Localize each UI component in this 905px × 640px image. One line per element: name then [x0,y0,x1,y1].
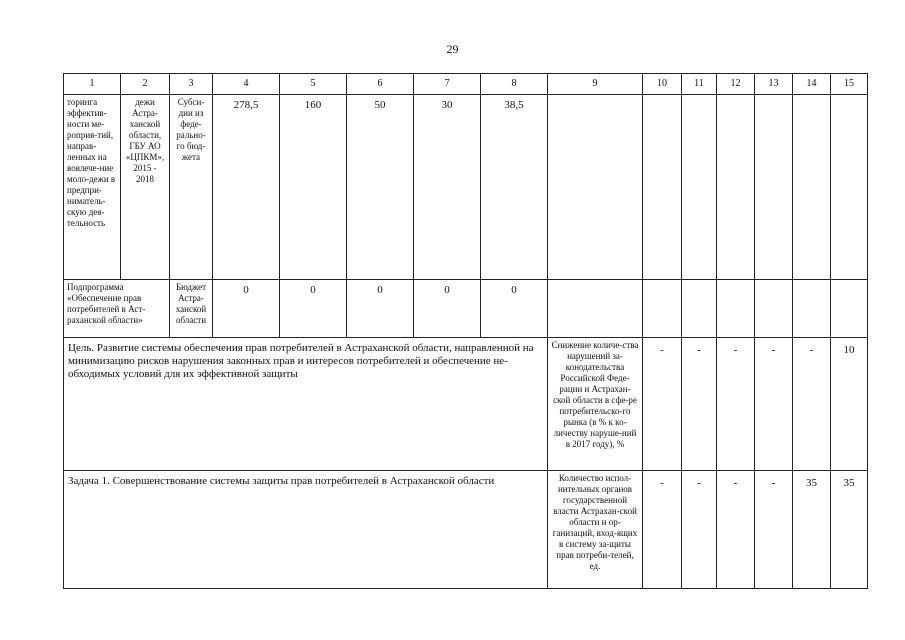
value-cell: - [717,338,755,471]
empty-cell [643,280,682,338]
header-cell: 5 [280,74,347,95]
value-cell: - [755,471,793,589]
value-cell: 0 [280,280,347,338]
value-cell: 278,5 [213,95,280,280]
header-cell: 3 [170,74,213,95]
value-cell: 160 [280,95,347,280]
empty-cell [643,95,682,280]
header-cell: 4 [213,74,280,95]
indicator-cell: Количество испол-нительных органов государственной власти Астрахан-ской области и ор-ганизаций, вход-ящих в систему за-щиты прав потреби-телей, ед. [548,471,643,589]
value-cell: 50 [347,95,414,280]
table-row [64,95,868,280]
empty-cell [717,280,755,338]
header-row [64,74,868,95]
header-cell: 7 [414,74,481,95]
goal-text-cell: Цель. Развитие системы обеспечения прав потребителей в Астраханской области, направленной на минимизацию рисков нарушения законных прав и интересов потребителей и обеспечение не-обходимых условий для их эффективной защиты [64,338,548,471]
table-row [64,471,868,589]
funding-source-cell: Бюджет Астра-ханской области [170,280,213,338]
empty-cell [793,280,831,338]
value-cell: - [643,471,682,589]
header-cell: 13 [755,74,793,95]
header-cell: 15 [831,74,868,95]
value-cell: 0 [481,280,548,338]
value-cell: 38,5 [481,95,548,280]
value-cell: - [717,471,755,589]
header-cell: 1 [64,74,121,95]
value-cell: - [682,471,717,589]
table-row [64,280,868,338]
page-number: 29 [446,42,459,56]
table-row [64,338,868,471]
empty-cell [831,95,868,280]
empty-cell [755,280,793,338]
value-cell: - [682,338,717,471]
empty-cell [717,95,755,280]
value-cell: 35 [831,471,868,589]
executor-cell: дежи Астра-ханской области, ГБУ АО «ЦПКМ», 2015 - 2018 [121,95,170,280]
value-cell: 30 [414,95,481,280]
header-cell: 8 [481,74,548,95]
empty-cell [831,280,868,338]
funding-source-cell: Субси-дии из феде-рально-го бюд-жета [170,95,213,280]
empty-cell [548,280,643,338]
value-cell: 0 [213,280,280,338]
program-table [63,73,868,589]
header-cell: 10 [643,74,682,95]
empty-cell [793,95,831,280]
empty-cell [755,95,793,280]
subprogram-name-cell: Подпрограмма «Обеспечение прав потребителей в Аст-раханской области» [64,280,170,338]
value-cell: 10 [831,338,868,471]
header-cell: 2 [121,74,170,95]
empty-cell [682,95,717,280]
value-cell: 35 [793,471,831,589]
value-cell: 0 [414,280,481,338]
empty-cell [548,95,643,280]
value-cell: - [643,338,682,471]
value-cell: - [755,338,793,471]
activity-name-cell: торинга эффектив-ности ме-роприя-тий, направ-ленных на вовлече-ние моло-дежи в предпри-ниматель-скую дея-тельность [64,95,121,280]
header-cell: 6 [347,74,414,95]
value-cell: - [793,338,831,471]
header-cell: 9 [548,74,643,95]
header-cell: 12 [717,74,755,95]
value-cell: 0 [347,280,414,338]
header-cell: 11 [682,74,717,95]
header-cell: 14 [793,74,831,95]
indicator-cell: Снижение количе-ства нарушений за-конодательства Российской Феде-рации и Астрахан-ской области в сфе-ре потребительско-го рынка (в % к ко-личеству наруше-ний в 2017 году), % [548,338,643,471]
empty-cell [682,280,717,338]
task-text-cell: Задача 1. Совершенствование системы защиты прав потребителей в Астраханской области [64,471,548,589]
